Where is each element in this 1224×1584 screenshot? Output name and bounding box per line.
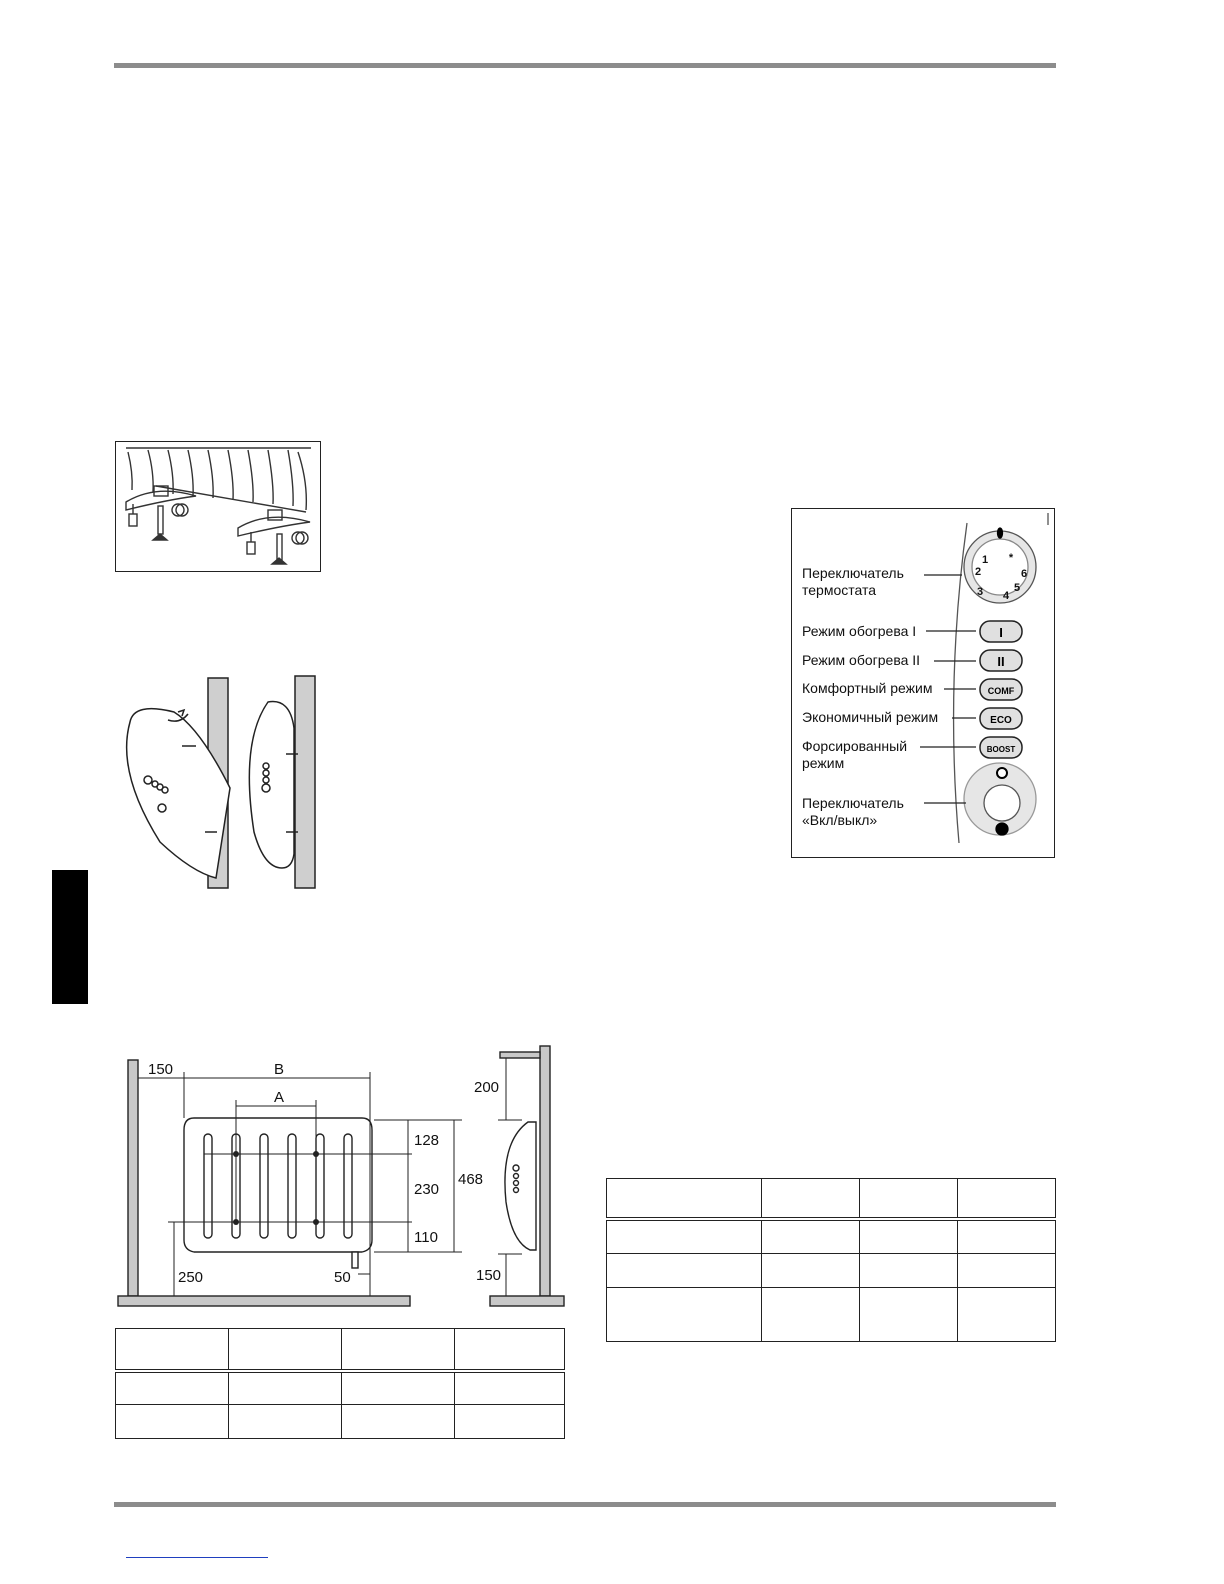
table-cell (229, 1329, 342, 1371)
dial-number: 5 (1013, 582, 1021, 594)
table-header-row (116, 1329, 565, 1371)
table-cell (342, 1405, 455, 1439)
eco-mode-button-label: ECO (990, 715, 1012, 726)
total-height-dimension: 468 (458, 1171, 484, 1188)
wall-gap-dimension: 150 (148, 1061, 174, 1078)
table-cell (116, 1371, 229, 1405)
boost-mode-label: Форсированный режим (802, 738, 908, 771)
width-b-dimension: B (274, 1061, 285, 1078)
right-margin-dimension: 50 (334, 1269, 351, 1286)
header-rule (114, 63, 1056, 68)
dial-number: 1 (981, 554, 989, 566)
bracket-spacing-dimension: 230 (414, 1181, 440, 1198)
table-cell (455, 1329, 565, 1371)
table-cell (762, 1219, 860, 1254)
table-cell (860, 1288, 958, 1342)
table-cell (607, 1179, 762, 1219)
footer-link-underline[interactable] (126, 1557, 268, 1558)
table-cell (607, 1219, 762, 1254)
language-side-tab (52, 870, 88, 1004)
table-cell (958, 1254, 1056, 1288)
comfort-mode-button-label: COMF (987, 686, 1015, 696)
heat-mode-1-label: Режим обогрева I (802, 623, 917, 639)
ceiling-gap-dimension: 200 (474, 1079, 500, 1096)
thermostat-switch-label: Переключатель термостата (802, 565, 904, 598)
table-row (116, 1371, 565, 1405)
table-cell (860, 1219, 958, 1254)
feet-assembly-figure (115, 441, 321, 572)
table-cell (958, 1179, 1056, 1219)
dial-number: 4 (1002, 590, 1010, 602)
table-cell (958, 1288, 1056, 1342)
table-cell (762, 1288, 860, 1342)
table-cell (860, 1254, 958, 1288)
table-cell (762, 1179, 860, 1219)
comfort-mode-label: Комфортный режим (802, 680, 933, 696)
table-row (607, 1288, 1056, 1342)
table-row (116, 1405, 565, 1439)
specifications-table (606, 1178, 1056, 1342)
table-cell (607, 1254, 762, 1288)
table-cell (116, 1405, 229, 1439)
table-cell (229, 1405, 342, 1439)
table-cell (455, 1405, 565, 1439)
table-header-row (607, 1179, 1056, 1219)
table-cell (342, 1371, 455, 1405)
heat-mode-2-label: Режим обогрева II (802, 652, 921, 668)
table-cell (455, 1371, 565, 1405)
feet-assembly-illustration (116, 442, 322, 573)
power-switch-label: Переключатель «Вкл/выкл» (802, 795, 904, 828)
dimensions-table (115, 1328, 565, 1439)
table-cell (762, 1254, 860, 1288)
top-offset-dimension: 128 (414, 1132, 440, 1149)
eco-mode-label: Экономичный режим (802, 709, 939, 725)
heat-mode-2-button-label: II (997, 654, 1005, 669)
table-cell (860, 1179, 958, 1219)
dial-number: 2 (974, 566, 982, 578)
side-floor-gap-dimension: 150 (476, 1267, 502, 1284)
bottom-offset-dimension: 110 (414, 1229, 438, 1246)
dial-number: * (1008, 552, 1014, 564)
table-row (607, 1219, 1056, 1254)
floor-gap-dimension: 250 (178, 1269, 204, 1286)
dial-number: 3 (976, 586, 984, 598)
installation-dimensions-drawing (112, 1042, 582, 1314)
heat-mode-1-button-label: I (999, 625, 1003, 640)
table-cell (116, 1329, 229, 1371)
boost-mode-button-label: BOOST (986, 745, 1016, 754)
table-cell (229, 1371, 342, 1405)
width-a-dimension: A (274, 1089, 285, 1106)
dial-number: 6 (1020, 568, 1028, 580)
control-panel-figure (791, 508, 1055, 858)
footer-rule (114, 1502, 1056, 1507)
table-cell (607, 1288, 762, 1342)
wall-mounting-illustration (118, 672, 338, 892)
table-cell (342, 1329, 455, 1371)
table-row (607, 1254, 1056, 1288)
table-cell (958, 1219, 1056, 1254)
